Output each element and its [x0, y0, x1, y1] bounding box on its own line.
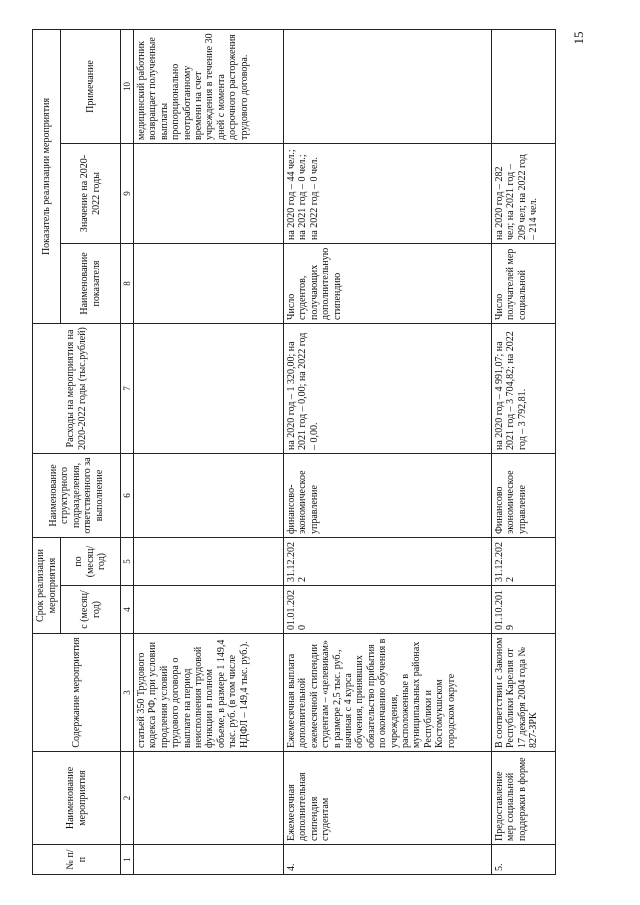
- column-number: 7: [121, 323, 134, 453]
- cell-to: 31.12.2022: [492, 537, 556, 585]
- header-unit: Наименование структурного подразделения, ответственного за выполнение: [33, 453, 121, 537]
- column-number: 4: [121, 586, 134, 634]
- column-number: 1: [121, 845, 134, 875]
- cell-from: 01.10.2019: [492, 586, 556, 634]
- cell-unit: финансово-экономическое управление: [284, 453, 492, 537]
- cell-name: Ежемесячная дополнительная стипендия студентам: [284, 752, 492, 845]
- column-number-row: [121, 29, 134, 874]
- column-number: 2: [121, 752, 134, 845]
- cell-unit: [134, 453, 284, 537]
- cell-content: В соответствии с Законом Республики Карелия от 17 декабря 2004 года № 827-ЗРК: [492, 634, 556, 752]
- cell-ind-value: на 2020 год – 44 чел.; на 2021 год – 0 чел.; на 2022 год – 0 чел.: [284, 143, 492, 243]
- column-number: 6: [121, 453, 134, 537]
- column-number: 9: [121, 143, 134, 243]
- column-number: 3: [121, 634, 134, 752]
- cell-name: [134, 752, 284, 845]
- header-note: Примечание: [61, 29, 121, 143]
- cell-num: [134, 845, 284, 875]
- table-row: [284, 29, 492, 874]
- cell-unit: Финансово экономическое управление: [492, 453, 556, 537]
- page-number: 15: [571, 31, 586, 45]
- cell-to: [134, 537, 284, 585]
- cell-ind-value: [134, 143, 284, 243]
- header-num: № п/п: [33, 845, 121, 875]
- cell-costs: на 2020 год – 1 320,00; на 2021 год – 0,00; на 2022 год – 0,00.: [284, 323, 492, 453]
- column-number: 8: [121, 243, 134, 323]
- header-name: Наименование мероприятия: [33, 752, 121, 845]
- cell-ind-name: [134, 243, 284, 323]
- cell-note: [492, 29, 556, 143]
- table-row: [134, 29, 284, 874]
- cell-to: 31.12.2022: [284, 537, 492, 585]
- header-from: с (месяц/ год): [61, 586, 121, 634]
- cell-from: [134, 586, 284, 634]
- header-ind-name: Наименование показателя: [61, 243, 121, 323]
- cell-num: 5.: [492, 845, 556, 875]
- header-ind-value: Значение на 2020-2022 годы: [61, 143, 121, 243]
- cell-name: Предоставление мер социальной поддержки в форме: [492, 752, 556, 845]
- cell-note: медицинский работник возвращает полученные выплаты пропорционально неотработанному времени на счет учреждения в течение 30 дней с момента досрочного расторжения трудового договора.: [134, 29, 284, 143]
- cell-note: [284, 29, 492, 143]
- cell-ind-name: Число получателей мер социальной: [492, 243, 556, 323]
- header-costs: Расходы на мероприятия на 2020-2022 годы (тыс.рублей): [33, 323, 121, 453]
- rotated-page: [32, 30, 607, 875]
- cell-content: Ежемесячная выплата дополнительной ежемесячной стипендии студентам – «целевикам» в размере 2,5 тыс. руб., начиная с 4 курса обучения, принявших обязательство прибытия по окончанию обучения в учреждения, расположенные в муниципальных районах Республики и Костомукшском городском округе: [284, 634, 492, 752]
- cell-costs: на 2020 год – 4 991,07; на 2021 год – 3 704,82; на 2022 год – 3 792,81.: [492, 323, 556, 453]
- cell-ind-name: Число студентов, получающих дополнительную стипендию: [284, 243, 492, 323]
- header-term: Срок реализации мероприятия: [33, 537, 61, 633]
- table-row: [492, 29, 556, 874]
- measures-table: [32, 29, 556, 875]
- column-number: 5: [121, 537, 134, 585]
- header-indicators: Показатель реализации мероприятия: [33, 29, 61, 323]
- cell-ind-value: на 2020 год – 282 чел; на 2021 год – 209 чел; на 2022 год – 214 чел.: [492, 143, 556, 243]
- header-content: Содержание мероприятия: [33, 634, 121, 752]
- column-number: 10: [121, 29, 134, 143]
- cell-from: 01.01.2020: [284, 586, 492, 634]
- cell-num: 4.: [284, 845, 492, 875]
- cell-content: статьей 350 Трудового кодекса РФ, при условии продления условий трудового договора о выплате на период неисполнения трудовой функции в полном объеме, в размере 1 149,4 тыс. руб. (в том числе НДФЛ – 149,4 тыс. руб.).: [134, 634, 284, 752]
- cell-costs: [134, 323, 284, 453]
- header-to: по (месяц/ год): [61, 537, 121, 585]
